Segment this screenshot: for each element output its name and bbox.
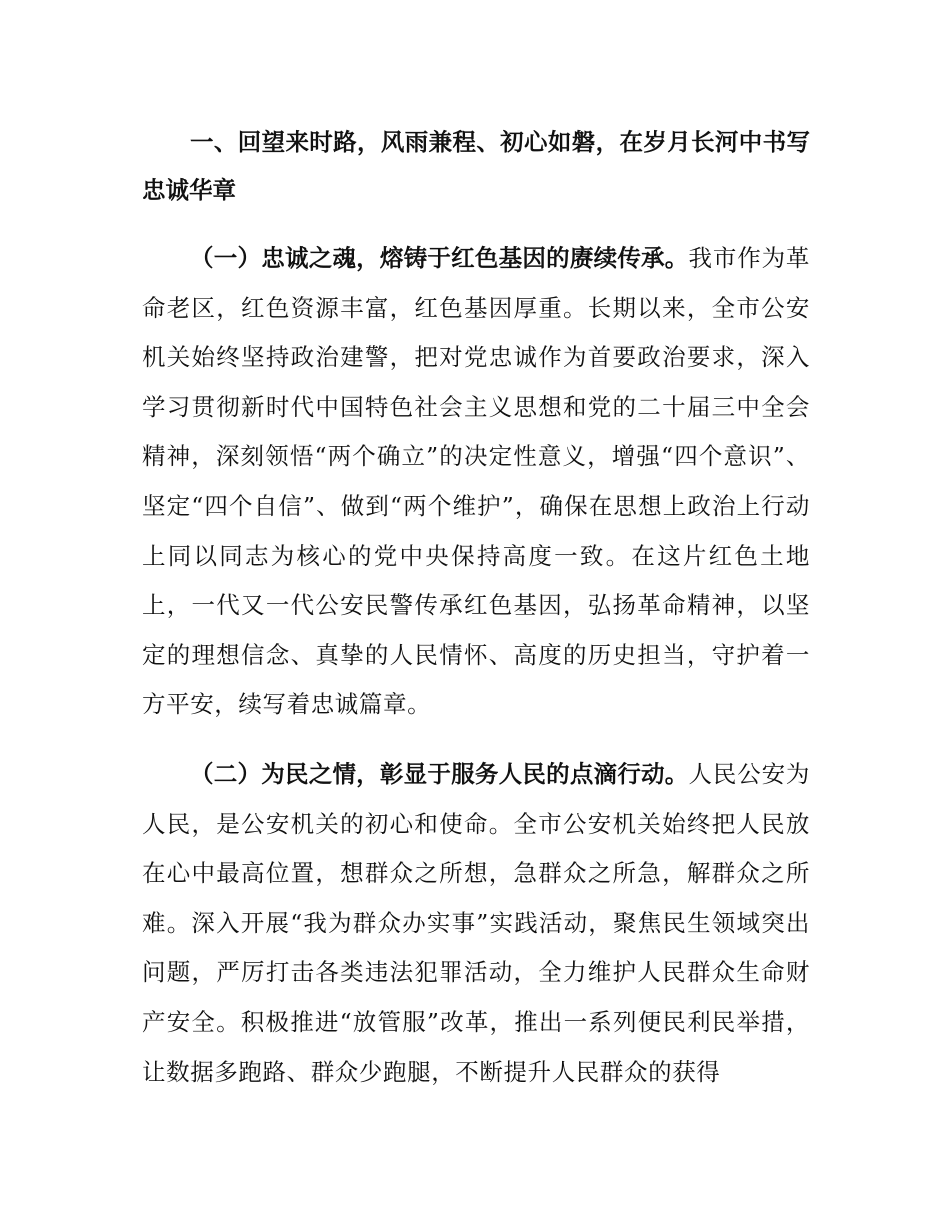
paragraph-two-body: 人民公安为人民，是公安机关的初心和使命。全市公安机关始终把人民放在心中最高位置，想群众之所想，急群众之所急，解群众之所难。深入开展“我为群众办实事”实践活动，聚焦民生领域突出问题，严厉打击各类违法犯罪活动，全力维护人民群众生命财产安全。积极推进“放管服”改革，推出一系列便民利民举措，让数据多跑路、群众少跑腿，不断提升人民群众的获得 (142, 759, 811, 1086)
paragraph-two-lead: （二）为民之情，彰显于服务人民的点滴行动。 (190, 759, 689, 788)
document-body (142, 118, 810, 1117)
paragraph-one-lead: （一）忠诚之魂，熔铸于红色基因的赓续传承。 (190, 244, 689, 272)
section-heading: 一、回望来时路，风雨兼程、初心如磐，在岁月长河中书写忠诚华章 (142, 128, 810, 204)
paragraph-one (142, 234, 810, 730)
paragraph-two (142, 750, 810, 1097)
paragraph-one-body: 我市作为革命老区，红色资源丰富，红色基因厚重。长期以来，全市公安机关始终坚持政治建警，把对党忠诚作为首要政治要求，深入学习贯彻新时代中国特色社会主义思想和党的二十届三中全会精神，深刻领悟“两个确立”的决定性意义，增强“四个意识”、坚定“四个自信”、做到“两个维护”，确保在思想上政治上行动上同以同志为核心的党中央保持高度一致。在这片红色土地上，一代又一代公安民警传承红色基因，弘扬革命精神，以坚定的理想信念、真挚的人民情怀、高度的历史担当，守护着一方平安，续写着忠诚篇章。 (142, 244, 811, 719)
